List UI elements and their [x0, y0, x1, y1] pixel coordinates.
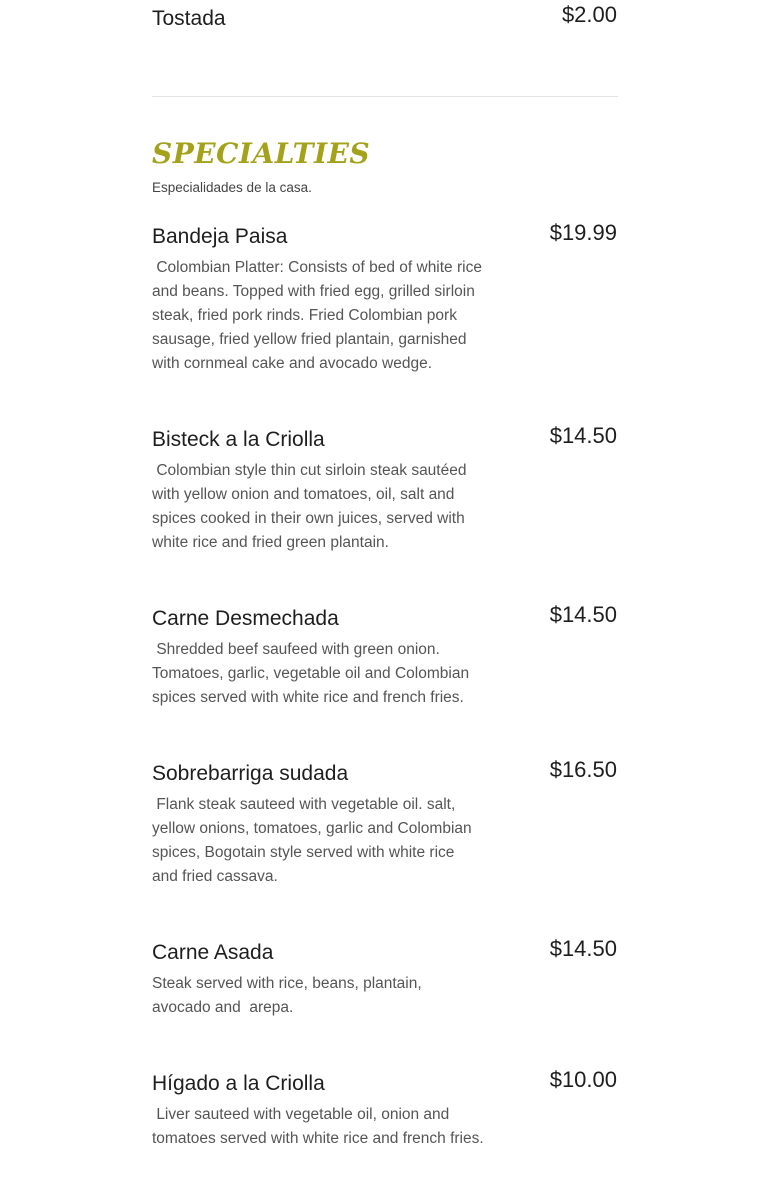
- item-description: Colombian style thin cut sirloin steak sautéed with yellow onion and tomatoes, oil, salt and spices cooked in their own juices, served with white rice and fried green plantain.: [152, 462, 471, 551]
- item-description: Steak served with rice, beans, plantain, avocado and arepa.: [152, 975, 426, 1016]
- item-description: Flank steak sauteed with vegetable oil. salt, yellow onions, tomatoes, garlic and Colombian spices, Bogotain style served with white rice and fried cassava.: [152, 796, 476, 885]
- section-subtitle: Especialidades de la casa.: [152, 180, 312, 195]
- item-description: Shredded beef saufeed with green onion. Tomatoes, garlic, vegetable oil and Colombian spices served with white rice and french fries.: [152, 641, 474, 706]
- item-price: $2.00: [561, 2, 617, 27]
- section-divider: [152, 96, 618, 97]
- item-name: Sobrebarriga sudada: [152, 762, 349, 785]
- item-name: Tostada: [152, 7, 226, 30]
- item-price: $14.50: [549, 423, 617, 448]
- item-description: Colombian Platter: Consists of bed of white rice and beans. Topped with fried egg, grilled sirloin steak, fried pork rinds. Fried Colombian pork sausage, fried yellow fried plantain, garnished with cornmeal cake and avocado wedge.: [152, 259, 487, 372]
- section-title: SPECIALTIES: [152, 137, 371, 170]
- item-description: Liver sauteed with vegetable oil, onion and tomatoes served with white rice and french fries.: [152, 1106, 484, 1147]
- item-price: $10.00: [549, 1067, 617, 1092]
- item-name: Bandeja Paisa: [152, 225, 288, 248]
- item-name: Carne Desmechada: [152, 607, 339, 630]
- item-price: $14.50: [549, 936, 617, 961]
- item-name: Hígado a la Criolla: [152, 1072, 325, 1095]
- item-price: $14.50: [549, 602, 617, 627]
- item-price: $19.99: [549, 220, 617, 245]
- item-price: $16.50: [549, 757, 617, 782]
- item-name: Carne Asada: [152, 941, 274, 964]
- item-name: Bisteck a la Criolla: [152, 428, 325, 451]
